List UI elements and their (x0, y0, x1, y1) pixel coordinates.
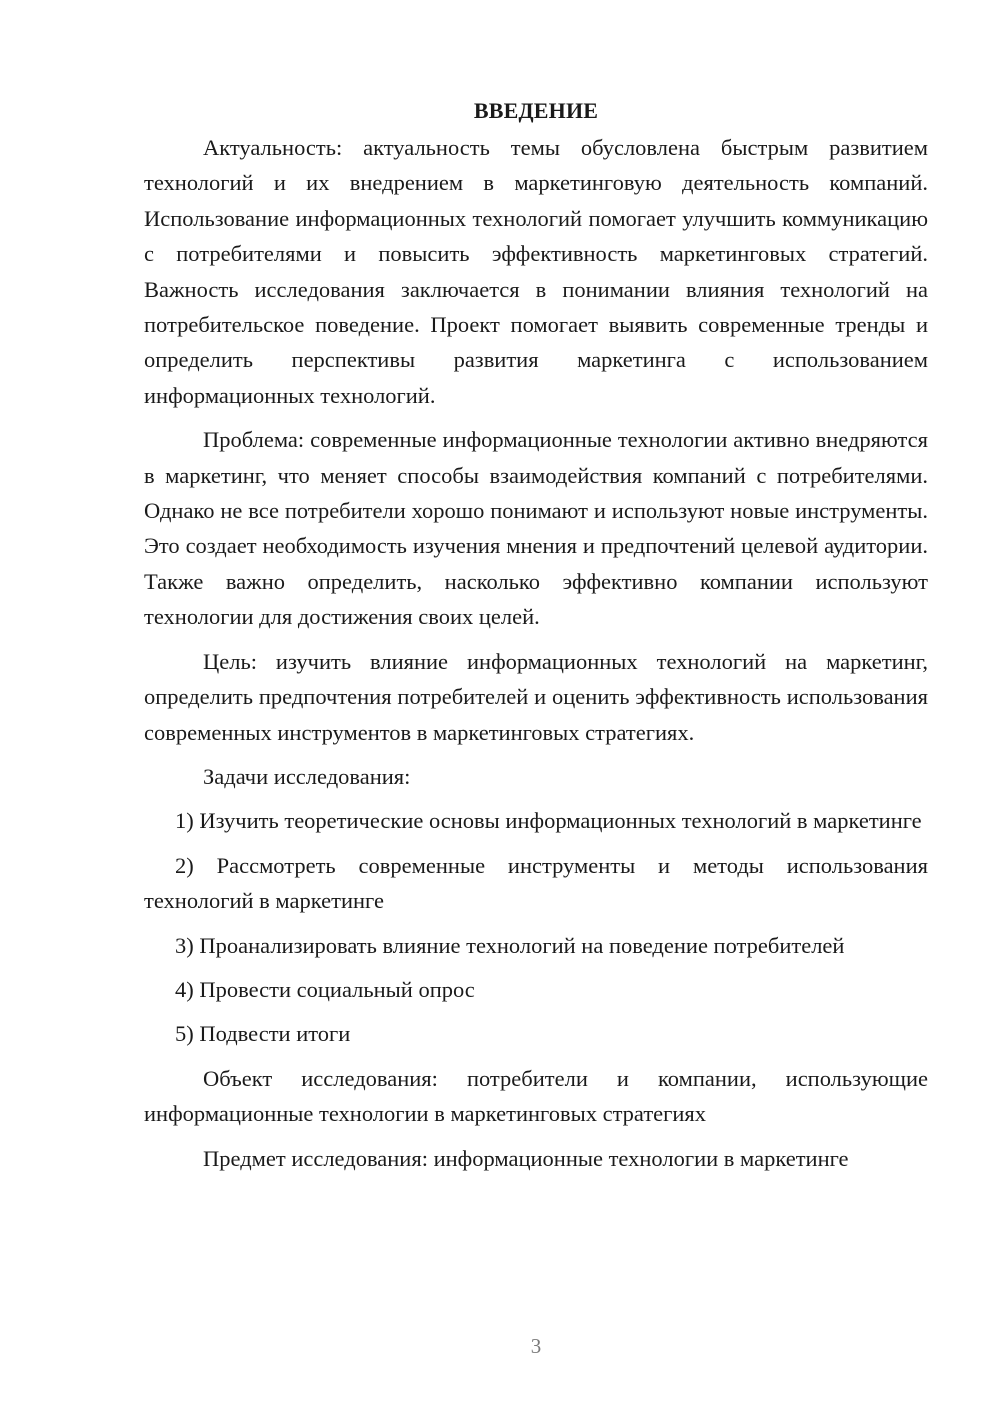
task-item-2: 2) Рассмотреть современные инструменты и методы использования технологий в маркетинге (144, 852, 928, 914)
paragraph-tasks-heading: Задачи исследования: (203, 763, 411, 789)
section-title: ВВЕДЕНИЕ (473, 98, 599, 123)
paragraph-goal: Цель: изучить влияние информационных технологий на маркетинг, определить предпочтения потребителей и оценить эффективность использования современных инструментов в маркетинговых стратегиях. (144, 648, 928, 745)
task-item-1: 1) Изучить теоретические основы информационных технологий в маркетинге (175, 808, 922, 834)
paragraph-object: Объект исследования: потребители и компании, использующие информационные технологии в маркетинговых стратегиях (144, 1065, 928, 1127)
task-item-3: 3) Проанализировать влияние технологий на поведение потребителей (175, 932, 845, 958)
document-page (144, 96, 928, 1185)
paragraph-problem: Проблема: современные информационные технологии активно внедряются в маркетинг, что меняет способы взаимодействия компаний с потребителями. Однако не все потребители хорошо понимают и используют новые инструменты. Это создает необходимость изучения мнения и предпочтений целевой аудитории. Также важно определить, насколько эффективно компании используют технологии для достижения своих целей. (144, 427, 928, 630)
task-item-4: 4) Провести социальный опрос (175, 976, 475, 1002)
paragraph-subject: Предмет исследования: информационные технологии в маркетинге (203, 1145, 849, 1171)
paragraph-relevance: Актуальность: актуальность темы обусловлена быстрым развитием технологий и их внедрением в маркетинговую деятельность компаний. Использование информационных технологий помогает улучшить коммуникацию с потребителями и повысить эффективность маркетинговых стратегий. Важность исследования заключается в понимании влияния технологий на потребительское поведение. Проект помогает выявить современные тренды и определить перспективы развития маркетинга с использованием информационных технологий. (144, 135, 928, 408)
task-item-5: 5) Подвести итоги (175, 1021, 351, 1047)
page-number: 3 (530, 1334, 542, 1358)
